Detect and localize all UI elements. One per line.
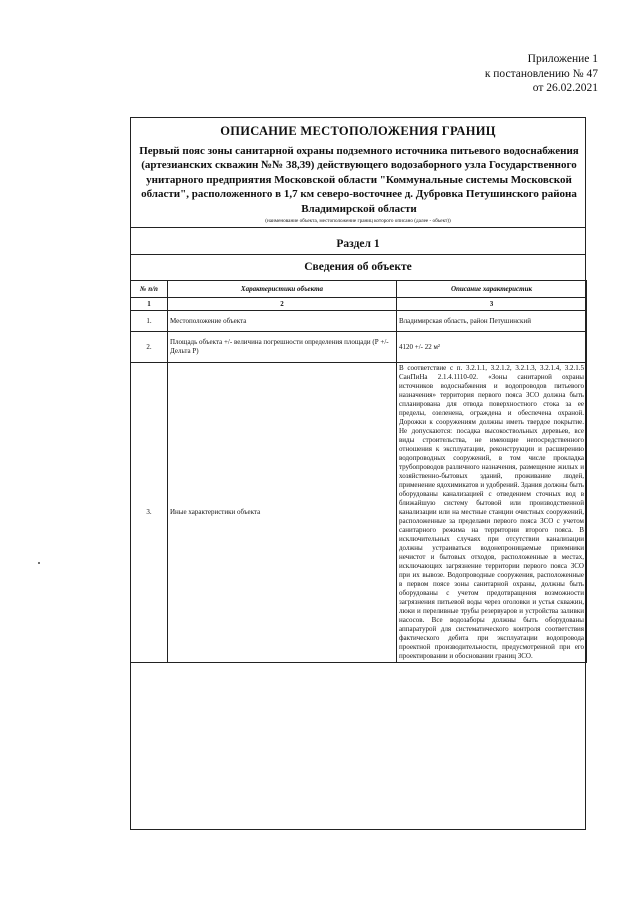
appendix-resolution: к постановлению № 47 xyxy=(484,67,598,80)
appendix-reference xyxy=(485,52,598,96)
row-description: В соответствие с п. 3.2.1.1, 3.2.1.2, 3.2.1.3, 3.2.1.4, 3.2.1.5 СанПиНа 2.1.4.1110-02. «Зоны санитарной охраны источников водоснабжения и водопроводов питьевого назначения» территория первого пояса ЗСО должна быть спланирована для отвода поверхностного стока за ее пределы, озеленена, ограждена и обеспечена охраной. Дорожки к сооружениям должны иметь твердое покрытие. Не допускаются: посадка высокоствольных деревьев, все виды строительства, не имеющие непосредственного отношения к эксплуатации, реконструкции и расширению водопроводных сооружений, в том числе прокладка трубопроводов различного назначения, размещение жилых и хозяйственно-бытовых зданий, проживание людей, применение ядохимикатов и удобрений. Здания должны быть оборудованы канализацией с отведением сточных вод в ближайшую систему бытовой или производственной канализации или на местные станции очистных сооружений, расположенные за пределами первого пояса ЗСО с учетом санитарного режима на территории второго пояса. В исключительных случаях при отсутствии канализации должны устраиваться водонепроницаемые приемники нечистот и бытовых отходов, расположенные в местах, исключающих загрязнение территории первого пояса ЗСО при их вывозе. Водопроводные сооружения, расположенные в первом поясе зоны санитарной охраны, должны быть оборудованы с учетом предотвращения возможности загрязнения питьевой воды через оголовки и устья скважин, люки и переливные трубы резервуаров и устройства заливки насосов. Все водозаборы должны быть оборудованы аппаратурой для систематического контроля соответствия фактического дебита при эксплуатации водопровода проектной производительности, предусмотренной при его проектировании и обосновании границ ЗСО. xyxy=(397,363,587,663)
column-index: 3 xyxy=(397,298,587,311)
divider xyxy=(131,227,585,228)
column-index: 1 xyxy=(131,298,168,311)
appendix-date: от 26.02.2021 xyxy=(532,82,598,94)
object-name-caption: (наименование объекта, местоположение границ которого описано (далее - объект)) xyxy=(265,218,451,224)
scan-speck xyxy=(38,562,40,564)
object-info-table xyxy=(130,280,587,663)
table-header-row xyxy=(131,281,587,298)
appendix-label: Приложение 1 xyxy=(527,53,598,65)
section-subtitle: Сведения об объекте xyxy=(304,261,412,273)
row-number: 2. xyxy=(131,332,168,363)
divider xyxy=(131,254,585,255)
column-header-number: № п/п xyxy=(131,281,168,298)
column-header-description: Описание характеристик xyxy=(397,281,587,298)
document-title: ОПИСАНИЕ МЕСТОПОЛОЖЕНИЯ ГРАНИЦ xyxy=(220,124,496,138)
row-description: 4120 +/- 22 м² xyxy=(397,332,587,363)
column-index: 2 xyxy=(168,298,397,311)
column-header-characteristic: Характеристики объекта xyxy=(168,281,397,298)
table-row xyxy=(131,311,587,332)
boundary-description-frame xyxy=(130,117,586,830)
table-row xyxy=(131,332,587,363)
row-characteristic: Иные характеристики объекта xyxy=(168,363,397,663)
row-number: 1. xyxy=(131,311,168,332)
section-title: Раздел 1 xyxy=(336,238,380,250)
row-characteristic: Местоположение объекта xyxy=(168,311,397,332)
table-row xyxy=(131,363,587,663)
row-number: 3. xyxy=(131,363,168,663)
row-description: Владимирская область, район Петушинский xyxy=(397,311,587,332)
table-index-row xyxy=(131,298,587,311)
row-characteristic: Площадь объекта +/- величина погрешности определения площади (Р +/- Дельта Р) xyxy=(168,332,397,363)
object-name: Первый пояс зоны санитарной охраны подземного источника питьевого водоснабжения (артезианских скважин №№ 38,39) действующего водозаборного узла Государственного унитарного предприятия Московской области "Коммунальные системы Московской области", расположенного в 1,7 км северо-восточнее д. Дубровка Петушинского района Владимирской области xyxy=(139,145,579,215)
